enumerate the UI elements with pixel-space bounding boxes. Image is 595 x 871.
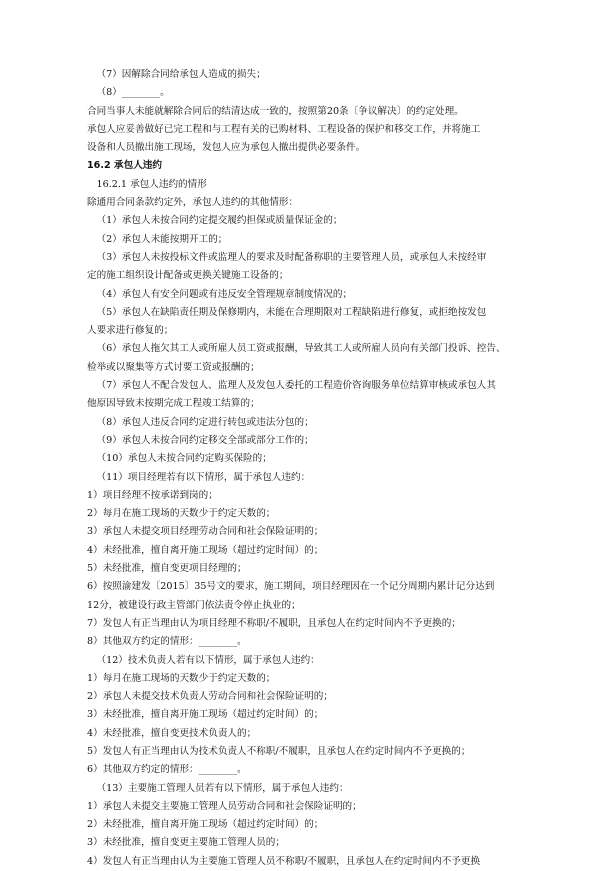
text-line: （9）承包人未按合同约定移交全部或部分工作的； (96, 434, 314, 446)
text-line: 5）未经批准，擅自变更项目经理的； (87, 563, 247, 575)
text-line: 3）承包人未提交项目经理劳动合同和社会保险证明的； (87, 526, 324, 538)
text-line: 4）发包人有正当理由认为主要施工管理人员不称职/不履职，且承包人在约定时间内不予更换 (87, 855, 481, 867)
document-body (87, 66, 517, 871)
text-line: 他原因导致未按期完成工程竣工结算的； (87, 398, 260, 410)
text-line: （3）承包人未按投标文件或监理人的要求及时配备称职的主要管理人员，或承包人未按经审 (96, 251, 487, 263)
text-line: 设备和人员撤出施工现场，发包人应为承包人撤出提供必要条件。 (87, 142, 366, 154)
text-line: 1）项目经理不按承诺到岗的； (87, 489, 218, 501)
text-line: 6）其他双方约定的情形：________。 (87, 764, 247, 776)
text-line: 16.2.1 承包人违约的情形 (96, 178, 207, 190)
text-line: （7）因解除合同给承包人造成的损失； (96, 69, 266, 80)
text-line: 2）每月在施工现场的天数少于约定天数的； (87, 508, 276, 520)
text-line: 除通用合同条款约定外，承包人违约的其他情形： (87, 197, 299, 209)
text-line: （1）承包人未按合同约定提交履约担保或质量保证金的； (96, 215, 343, 227)
text-line: 6）按照渝建发〔2015〕35号文的要求，施工期间，项目经理因在一个记分周期内累计记分达到 (87, 581, 495, 593)
text-line: （11）项目经理若有以下情形，属于承包人违约： (96, 471, 311, 483)
text-line: （10）承包人未按合同约定购买保险的； (96, 453, 272, 465)
text-line: 人要求进行修复的； (87, 325, 174, 337)
text-line: （12）技术负责人若有以下情形，属于承包人违约： (96, 654, 320, 666)
text-line: （2）承包人未能按期开工的； (96, 233, 228, 245)
text-line: 承包人应妥善做好已完工程和与工程有关的已购材料、工程设备的保护和移交工作，并将施工 (87, 123, 481, 135)
text-line: 8）其他双方约定的情形：________。 (87, 636, 247, 648)
text-line: 合同当事人未能就解除合同后的结清达成一致的，按照第20条〔争议解决〕的约定处理。 (87, 105, 464, 117)
text-line: 3）未经批准，擅自变更主要施工管理人员的； (87, 837, 285, 849)
text-line: 2）承包人未提交技术负责人劳动合同和社会保险证明的； (87, 691, 333, 703)
text-line: 定的施工组织设计配备或更换关键施工设备的； (87, 270, 289, 282)
text-line: 3）未经批准，擅自离开施工现场（超过约定时间）的； (87, 709, 324, 721)
text-line: 7）发包人有正当理由认为项目经理不称职/不履职，且承包人在约定时间内不予更换的； (87, 617, 461, 629)
text-line: （7）承包人不配合发包人、监理人及发包人委托的工程造价咨询服务单位结算审核或承包人其 (96, 380, 496, 392)
text-line: 2）未经批准，擅自离开施工现场（超过约定时间）的； (87, 819, 324, 831)
text-line: （8）承包人违反合同约定进行转包或违法分包的； (96, 416, 314, 428)
text-line: 12分，被建设行政主管部门依法责令停止执业的； (87, 599, 301, 611)
text-line: 5）发包人有正当理由认为技术负责人不称职/不履职，且承包人在约定时间内不予更换的； (87, 745, 471, 757)
text-line: （4）承包人有安全问题或有违反安全管理规章制度情况的； (96, 288, 353, 300)
text-line: （5）承包人在缺陷责任期及保修期内，未能在合理期限对工程缺陷进行修复，或拒绝按发包 (96, 306, 487, 318)
text-line: （13）主要施工管理人员若有以下情形，属于承包人违约： (96, 782, 349, 794)
text-line: 检举或以聚集等方式讨要工资或报酬的； (87, 361, 260, 373)
text-line: （6）承包人拖欠其工人或所雇人员工资或报酬，导致其工人或所雇人员向有关部门投诉、控告、 (96, 343, 506, 355)
text-line: 1）承包人未提交主要施工管理人员劳动合同和社会保险证明的； (87, 800, 362, 812)
section-heading: 16.2 承包人违约 (87, 160, 162, 172)
text-line: （8）________。 (96, 87, 170, 99)
text-line: 4）未经批准，擅自离开施工现场（超过约定时间）的； (87, 544, 324, 556)
text-line: 1）每月在施工现场的天数少于约定天数的； (87, 672, 276, 684)
text-line: 4）未经批准，擅自变更技术负责人的； (87, 727, 257, 739)
